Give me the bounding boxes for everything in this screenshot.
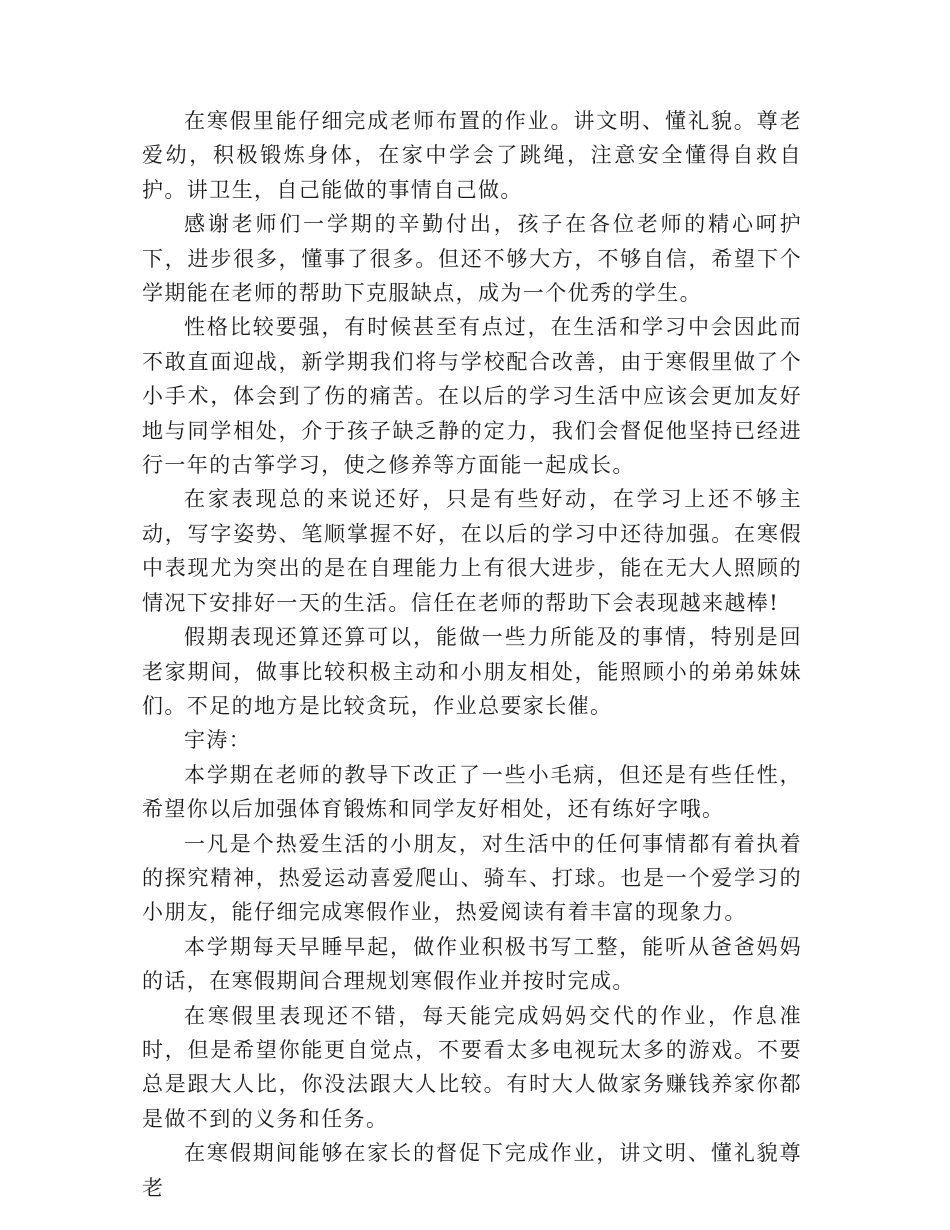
- paragraph-9: 在寒假里表现还不错，每天能完成妈妈交代的作业，作息准时，但是希望你能更自觉点，不要看太多电视玩太多的游戏。不要总是跟大人比，你没法跟大人比较。有时大人做家务赚钱养家你都是做不到的义务和任务。: [142, 1003, 802, 1131]
- paragraph-2: 感谢老师们一学期的辛勤付出，孩子在各位老师的精心呵护下，进步很多，懂事了很多。但还不够大方，不够自信，希望下个学期能在老师的帮助下克服缺点，成为一个优秀的学生。: [142, 212, 802, 306]
- paragraph-7: 一凡是个热爱生活的小朋友，对生活中的任何事情都有着执着的探究精神，热爱运动喜爱爬山、骑车、打球。也是一个爱学习的小朋友，能仔细完成寒假作业，热爱阅读有着丰富的现象力。: [142, 831, 802, 925]
- paragraph-6: 本学期在老师的教导下改正了一些小毛病，但还是有些任性，希望你以后加强体育锻炼和同学友好相处，还有练好字哦。: [142, 762, 802, 822]
- salutation-yutao: 宇涛：: [184, 728, 252, 753]
- paragraph-4: 在家表现总的来说还好，只是有些好动，在学习上还不够主动，写字姿势、笔顺掌握不好，在以后的学习中还待加强。在寒假中表现尤为突出的是在自理能力上有很大进步，能在无大人照顾的情况下安排好一天的生活。信任在老师的帮助下会表现越来越棒!: [142, 487, 802, 615]
- paragraph-3: 性格比较要强，有时候甚至有点过，在生活和学习中会因此而不敢直面迎战，新学期我们将与学校配合改善，由于寒假里做了个小手术，体会到了伤的痛苦。在以后的学习生活中应该会更加友好地与同学相处，介于孩子缺乏静的定力，我们会督促他坚持已经进行一年的古筝学习，使之修养等方面能一起成长。: [142, 315, 802, 478]
- paragraph-5: 假期表现还算还算可以，能做一些力所能及的事情，特别是回老家期间，做事比较积极主动和小朋友相处，能照顾小的弟弟妹妹们。不足的地方是比较贪玩，作业总要家长催。: [142, 625, 802, 718]
- paragraph-8: 本学期每天早睡早起，做作业积极书写工整，能听从爸爸妈妈的话，在寒假期间合理规划寒假作业并按时完成。: [142, 934, 802, 994]
- paragraph-1: 在寒假里能仔细完成老师布置的作业。讲文明、懂礼貌。尊老爱幼，积极锻炼身体，在家中学会了跳绳，注意安全懂得自救自护。讲卫生，自己能做的事情自己做。: [142, 109, 802, 202]
- document-body: [142, 104, 802, 1205]
- paragraph-10: 在寒假期间能够在家长的督促下完成作业，讲文明、懂礼貌尊老: [142, 1141, 802, 1200]
